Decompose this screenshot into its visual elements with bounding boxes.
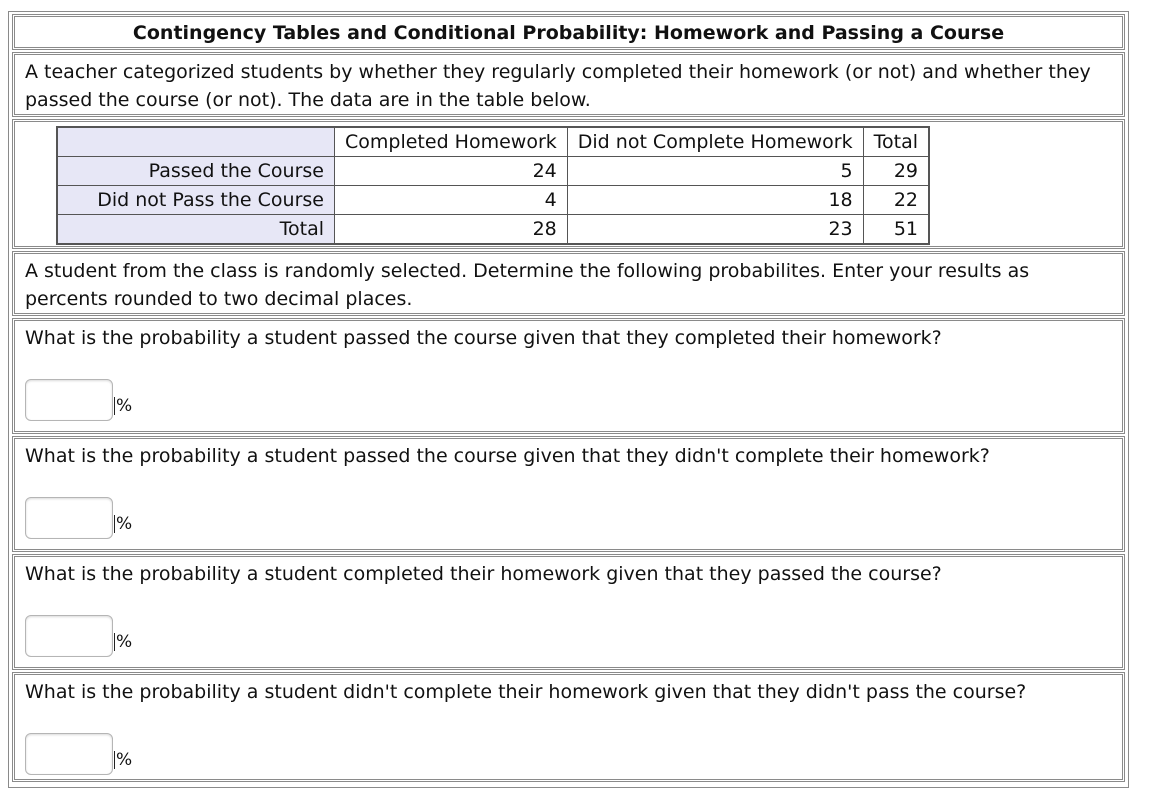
table-cell-value: 5	[567, 157, 863, 186]
table-cell-value: 29	[863, 157, 929, 186]
row-header: Passed the Course	[57, 157, 335, 186]
answer-row	[25, 379, 132, 421]
table-cell-value: 23	[567, 215, 863, 245]
answer-row	[25, 497, 132, 539]
table-cell-value: 28	[335, 215, 568, 245]
table-cell-value: 24	[335, 157, 568, 186]
question-cell	[12, 318, 1125, 434]
instructions-text: A student from the class is randomly selected. Determine the following probabilites. Enter your results as percents rounded to two decimal places.	[25, 260, 1030, 310]
answer-input[interactable]	[25, 379, 113, 421]
question-text: What is the probability a student passed the course given that they didn't complete their homework?	[25, 445, 990, 467]
column-header: Total	[863, 127, 929, 157]
table-corner	[57, 127, 335, 157]
question-cell	[12, 554, 1125, 670]
question-text: What is the probability a student completed their homework given that they passed the course?	[25, 563, 942, 585]
table-row	[57, 186, 929, 215]
table-cell-value: 18	[567, 186, 863, 215]
row-header: Did not Pass the Course	[57, 186, 335, 215]
column-header: Completed Homework	[335, 127, 568, 157]
intro-cell	[12, 52, 1125, 117]
percent-unit: %	[116, 514, 133, 534]
instructions-cell	[12, 251, 1125, 316]
table-header-row	[57, 127, 929, 157]
answer-row	[25, 733, 132, 775]
percent-unit: %	[116, 750, 133, 770]
table-row	[57, 157, 929, 186]
answer-input[interactable]	[25, 733, 113, 775]
contingency-table	[56, 126, 930, 245]
table-cell-value: 51	[863, 215, 929, 245]
problem-title: Contingency Tables and Conditional Probability: Homework and Passing a Course	[132, 22, 1005, 44]
title-cell	[12, 14, 1125, 50]
question-text: What is the probability a student passed the course given that they completed their homework?	[25, 327, 942, 349]
table-cell	[12, 119, 1125, 249]
answer-input[interactable]	[25, 615, 113, 657]
answer-input[interactable]	[25, 497, 113, 539]
table-cell-value: 22	[863, 186, 929, 215]
question-text: What is the probability a student didn't complete their homework given that they didn't pass the course?	[25, 681, 1027, 703]
percent-unit: %	[116, 396, 133, 416]
table-row	[57, 215, 929, 245]
table-cell-value: 4	[335, 186, 568, 215]
intro-text: A teacher categorized students by whether they regularly completed their homework (or not) and whether they passed the course (or not). The data are in the table below.	[25, 61, 1091, 111]
row-header: Total	[57, 215, 335, 245]
column-header: Did not Complete Homework	[567, 127, 863, 157]
question-cell	[12, 672, 1125, 782]
percent-unit: %	[116, 632, 133, 652]
answer-row	[25, 615, 132, 657]
problem-container	[8, 11, 1129, 788]
question-cell	[12, 436, 1125, 552]
